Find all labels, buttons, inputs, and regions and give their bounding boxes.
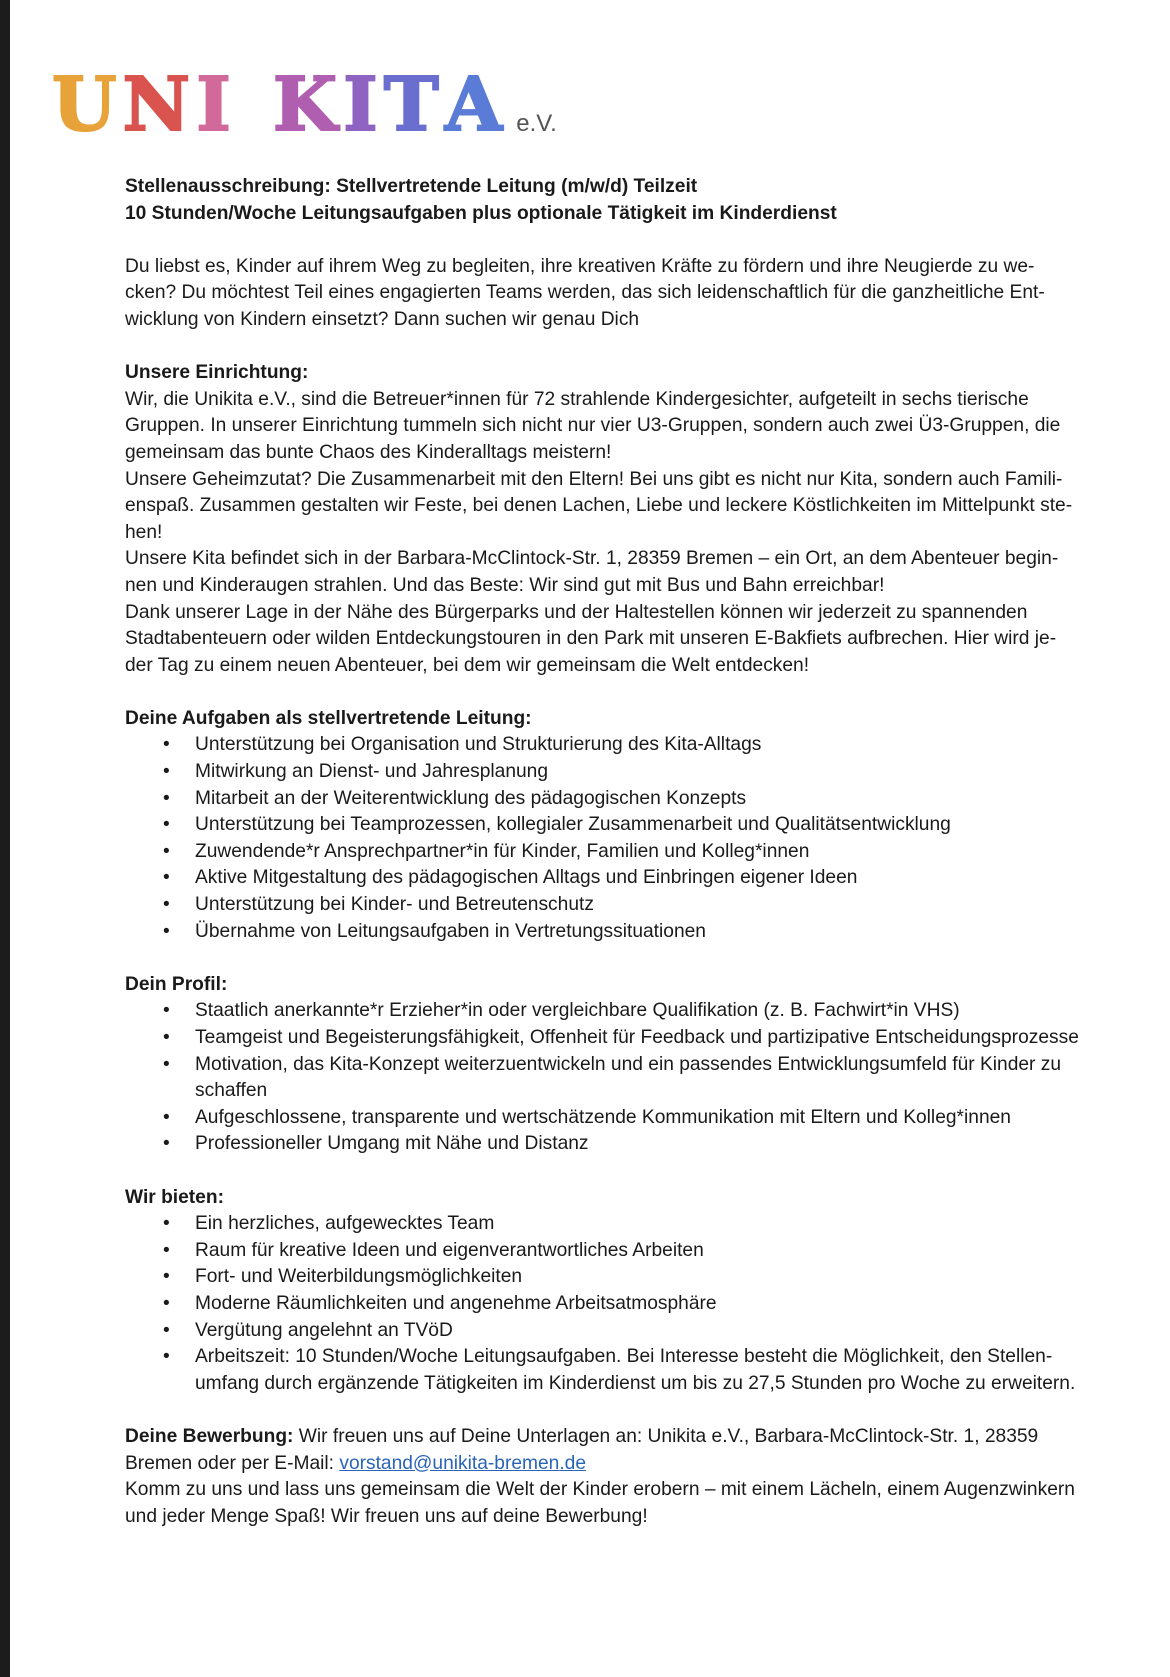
bewerbung-label: Deine Bewerbung: [125, 1425, 294, 1447]
list-item: • Unterstützung bei Kinder- und Betreutenschutz [195, 892, 1145, 919]
list-item: • Mitwirkung an Dienst- und Jahresplanung [195, 759, 1145, 786]
section-heading-bieten: Wir bieten: [125, 1186, 224, 1208]
logo-letter-u: U [52, 62, 117, 148]
list-item: • Übernahme von Leitungsaufgaben in Vertretungssituationen [195, 919, 1145, 946]
list-item: • Vergütung angelehnt an TVöD [195, 1318, 1145, 1345]
list-item: • Zuwendende*r Ansprechpartner*in für Kinder, Familien und Kolleg*innen [195, 839, 1145, 866]
list-item: • Fort- und Weiterbildungsmöglichkeiten [195, 1264, 1145, 1291]
closing-line: und jeder Menge Spaß! Wir freuen uns auf deine Bewerbung! [125, 1505, 648, 1527]
posting-title: Stellenausschreibung: Stellvertretende Leitung (m/w/d) Teilzeit [125, 176, 698, 197]
list-item: • Staatlich anerkannte*r Erzieher*in oder vergleichbare Qualifikation (z. B. Fachwirt*in VHS) [195, 998, 1145, 1025]
einrichtung-line: enspaß. Zusammen gestalten wir Feste, bei denen Lachen, Liebe und leckere Köstlichkeiten im Mittelpunkt ste- [125, 495, 1073, 517]
einrichtung-line: gemeinsam das bunte Chaos des Kinderalltags meistern! [125, 441, 612, 463]
intro-line: wicklung von Kindern einsetzt? Dann suchen wir genau Dich [125, 308, 640, 330]
bieten-list [125, 1211, 1145, 1397]
section-heading-aufgaben: Deine Aufgaben als stellvertretende Leitung: [125, 707, 532, 729]
posting-subtitle: 10 Stunden/Woche Leitungsaufgaben plus optionale Tätigkeit im Kinderdienst [125, 202, 837, 224]
einrichtung-line: Wir, die Unikita e.V., sind die Betreuer*innen für 72 strahlende Kindergesichter, aufgeteilt in sechs tierische [125, 388, 1029, 410]
email-link[interactable]: vorstand@unikita-bremen.de [339, 1452, 586, 1474]
list-item: • Ein herzliches, aufgewecktes Team [195, 1211, 1145, 1238]
einrichtung-line: nen und Kinderaugen strahlen. Und das Beste: Wir sind gut mit Bus und Bahn erreichbar! [125, 574, 885, 596]
einrichtung-line: Unsere Geheimzutat? Die Zusammenarbeit mit den Eltern! Bei uns gibt es nicht nur Kita, sondern auch Famili- [125, 468, 1063, 490]
section-heading-profil: Dein Profil: [125, 973, 228, 995]
einrichtung-line: der Tag zu einem neuen Abenteuer, bei dem wir gemeinsam die Welt entdecken! [125, 654, 810, 676]
list-item: • Teamgeist und Begeisterungsfähigkeit, Offenheit für Feedback und partizipative Entscheidungsprozesse [195, 1025, 1145, 1052]
einrichtung-line: Gruppen. In unserer Einrichtung tummeln sich nicht nur vier U3-Gruppen, sondern auch zwei Ü3-Gruppen, die [125, 415, 1061, 437]
logo-letter-a: A [444, 62, 503, 148]
list-item: • Professioneller Umgang mit Nähe und Distanz [195, 1131, 1145, 1158]
list-item: • Moderne Räumlichkeiten und angenehme Arbeitsatmosphäre [195, 1291, 1145, 1318]
closing-line: Komm zu uns und lass uns gemeinsam die Welt der Kinder erobern – mit einem Lächeln, einem Augenzwinkern [125, 1479, 1075, 1501]
list-item: • Aufgeschlossene, transparente und wertschätzende Kommunikation mit Eltern und Kolleg*innen [195, 1105, 1145, 1132]
logo-letter-n: N [122, 62, 191, 148]
unikita-logo [52, 42, 572, 148]
logo-letter-i2: I [343, 62, 378, 148]
logo-letter-i: I [196, 62, 231, 148]
list-item: • Aktive Mitgestaltung des pädagogischen Alltags und Einbringen eigener Ideen [195, 865, 1145, 892]
einrichtung-line: Dank unserer Lage in der Nähe des Bürgerparks und der Haltestellen können wir jederzeit zu spannenden [125, 601, 1028, 623]
list-item: • Raum für kreative Ideen und eigenverantwortliches Arbeiten [195, 1238, 1145, 1265]
einrichtung-line: Stadtabenteuern oder wilden Entdeckungstouren in den Park mit unseren E-Bakfiets aufbrechen. Hier wird je- [125, 628, 1057, 650]
job-posting-document [125, 174, 1145, 1530]
logo-letter-k: K [272, 62, 338, 148]
aufgaben-list [125, 732, 1145, 945]
intro-line: Du liebst es, Kinder auf ihrem Weg zu begleiten, ihre kreativen Kräfte zu fördern und ihre Neugierde zu we- [125, 255, 1035, 277]
section-heading-einrichtung: Unsere Einrichtung: [125, 362, 309, 384]
bewerbung-line: Deine Bewerbung: Wir freuen uns auf Deine Unterlagen an: Unikita e.V., Barbara-McClintock-Str. 1, 28359 [125, 1425, 1039, 1447]
logo-suffix: e.V. [516, 110, 557, 137]
einrichtung-line: hen! [125, 521, 163, 543]
intro-line: cken? Du möchtest Teil eines engagierten Teams werden, das sich leidenschaftlich für die ganzheitliche Ent- [125, 282, 1045, 304]
list-item: • Motivation, das Kita-Konzept weiterzuentwickeln und ein passendes Entwicklungsumfeld für Kinder zu schaffen [195, 1052, 1145, 1105]
left-edge-bar [0, 0, 10, 1677]
list-item: • Arbeitszeit: 10 Stunden/Woche Leitungsaufgaben. Bei Interesse besteht die Möglichkeit, den Stellen- umfang durch ergänzende Tätigkeiten im Kinderdienst um bis zu 27,5 Stunden pro Woche zu erweitern. [195, 1344, 1145, 1397]
logo-letter-t: T [383, 62, 439, 148]
list-item: • Unterstützung bei Teamprozessen, kollegialer Zusammenarbeit und Qualitätsentwicklung [195, 812, 1145, 839]
profil-list [125, 998, 1145, 1158]
list-item: • Mitarbeit an der Weiterentwicklung des pädagogischen Konzepts [195, 786, 1145, 813]
bewerbung-line: Bremen oder per E-Mail: vorstand@unikita-bremen.de [125, 1452, 586, 1474]
einrichtung-line: Unsere Kita befindet sich in der Barbara-McClintock-Str. 1, 28359 Bremen – ein Ort, an dem Abenteuer begin- [125, 548, 1059, 570]
list-item: • Unterstützung bei Organisation und Strukturierung des Kita-Alltags [195, 732, 1145, 759]
